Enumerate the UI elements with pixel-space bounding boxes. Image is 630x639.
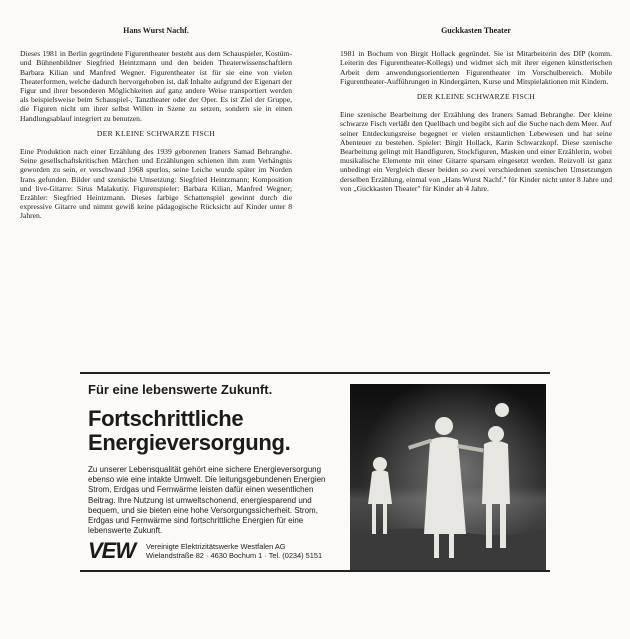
family-photo [350, 384, 546, 570]
ad-headline [88, 407, 334, 455]
right-column [340, 26, 612, 193]
ad-tagline: Für eine lebenswerte Zukunft. [88, 382, 273, 397]
right-column-header: Guckkasten Theater [441, 26, 511, 35]
left-column-header: Hans Wurst Nachf. [123, 26, 189, 35]
ad-body-text: Zu unserer Lebensqualität gehört eine sichere Energieversorgung ebenso wie eine intakte Umwelt. Die leitungsgebundenen Energien Strom, Erdgas und Fernwärme leisten dafür einen wesentlichen Beitrag. Ihre Nutzung ist umweltschonend, energiesparend und bequem, und sie bieten eine hohe Versorgungssicherheit. Strom, Erdgas und Fernwärme sind fortschrittliche Energien für eine lebenswerte Zukunft. [88, 465, 326, 536]
right-section-text: Eine szenische Bearbeitung der Erzählung des Iraners Samad Behranghe. Der kleine schwarze Fisch verläßt den Quellbach und begibt sich auf die Suche nach dem Meer. Auf seiner Entdeckungsreise begegnet er vielen erstaunlichen Lebewesen und hat seine Abenteuer zu bestehen. Spieler: Birgit Hollack, Karin Schwarzkopf. Diese szenische Bearbeitung gelingt mit Handfiguren, Stockfiguren, Masken und einer Erzählerin, wobei musikalische Elemente mit einer Gitarre sparsam eingesetzt werden. Reizvoll ist ganz unbedingt ein Vergleich dieser beiden so zwei verschiedenen szenischen Umsetzungen derselben Erzählung, einmal von „Hans Wurst Nachf." für Kinder nicht unter 8 Jahre und von „Guckkasten Theater" für Kinder ab 4 Jahre. [340, 110, 612, 193]
advertisement [80, 372, 550, 572]
ad-company-name: Vereinigte Elektrizitätswerke Westfalen AG [146, 542, 286, 551]
ad-address-block [146, 542, 346, 560]
left-section-text: Eine Produktion nach einer Erzählung des 1939 geborenen Iraners Samad Behranghe. Seine gesellschaftskritischen Märchen und Erzählungen schienen ihm zum Verhängnis geworden zu sein, er verschwand 1968 spurlos, seine Leiche wurde später im Norden Irans gefunden. Bilder und szenische Umsetzung: Siegfried Heintzmann; Komposition und live-Gitarre: Sirus Malakutiy. Figurenspieler: Barbara Kilian, Manfred Wegner; Erzähler: Siegfried Heintzmann. Dieses farbige Schattenspiel gewinnt durch die expressive Gitarre und nimmt gewiß keine pädagogische Rücksicht auf Kinder unter 8 Jahren. [20, 147, 292, 221]
left-column [20, 26, 292, 221]
left-column-intro: Dieses 1981 in Berlin gegründete Figurentheater besteht aus dem Schauspieler, Kostüm- und Bühnenbildner Siegfried Heintzmann und den beiden Theaterwissenschaftlern Barbara Kilian und Manfred Wegner. Figurentheater ist für sie eine von vielen Theaterformen, welche dadurch hervorgehoben ist, daß Inhalte aufgrund der Eigenart der Figur und ihrer besonderen Möglichkeiten auf ganz andere Weise transportiert werden als beispielsweise beim Schauspiel-, Tanztheater oder der Oper. Es ist Ziel der Gruppe, die Figuren nicht um ihrer selbst Willen in Szene zu setzen, sondern sie in einen Handlungsablauf integriert zu benutzen. [20, 49, 292, 123]
right-column-intro: 1981 in Bochum von Birgit Hollack gegründet. Sie ist Mitarbeiterin des DIP (komm. Leiterin des Figurentheater-Kollegs) und widmet sich mit ihrer eigenen künstlerischen Arbeit dem anwendungsorientierten Figurentheater im Vorschulbereich. Mobile Figurentheater-Aufführungen in Kindergärten, Kurse und Mitspielaktionen mit Kindern. [340, 49, 612, 86]
ad-footer [88, 540, 342, 564]
left-section-title: DER KLEINE SCHWARZE FISCH [96, 128, 216, 138]
ad-headline-line-1: Fortschrittliche [88, 406, 244, 431]
right-section-title: DER KLEINE SCHWARZE FISCH [416, 92, 536, 102]
vew-logo: VEW [88, 538, 136, 563]
ad-address: Wielandstraße 82 · 4630 Bochum 1 · Tel. (0234) 5151 [146, 551, 323, 560]
ad-text-block [88, 382, 334, 536]
ad-headline-line-2: Energieversorgung. [88, 430, 291, 455]
